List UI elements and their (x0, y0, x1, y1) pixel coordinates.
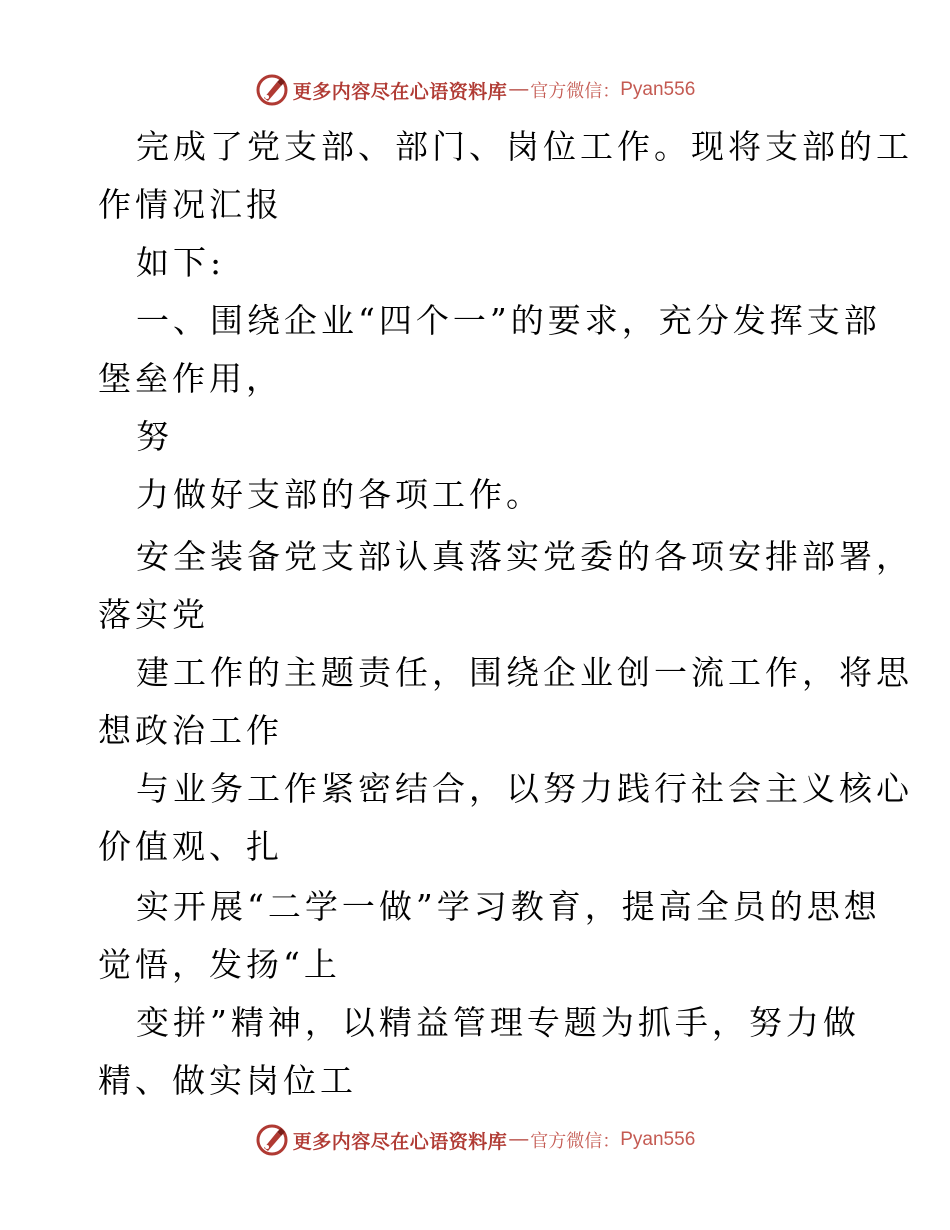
text-line: 与业务工作紧密结合，以努力践行社会主义核心 (136, 769, 913, 808)
text-line: 力做好支部的各项工作。 (136, 475, 543, 514)
text-line: 努 (136, 417, 173, 456)
text-line: 变拼”精神，以精益管理专题为抓手，努力做 (136, 1003, 860, 1042)
watermark-sub-text: 官方微信： (530, 1131, 621, 1152)
watermark-main-text: 更多内容尽在心语资料库 (292, 1130, 508, 1153)
text-line: 一、围绕企业“四个一”的要求，充分发挥支部 (136, 301, 881, 340)
text-line: 精、做实岗位工 (98, 1061, 357, 1100)
watermark-id: Pyan556 (620, 1129, 696, 1150)
header-watermark (0, 70, 950, 110)
watermark-main-text: 更多内容尽在心语资料库 (292, 80, 508, 103)
text-line: 安全装备党支部认真落实党委的各项安排部署， (136, 537, 913, 576)
text-line: 觉悟，发扬“上 (98, 945, 341, 984)
watermark-dash: — (509, 1129, 529, 1150)
text-line: 完成了党支部、部门、岗位工作。现将支部的工 (136, 127, 913, 166)
text-line: 如下: (136, 243, 226, 282)
text-line: 价值观、扎 (98, 827, 283, 866)
footer-watermark (0, 1120, 950, 1160)
pen-logo-icon (255, 1123, 289, 1157)
text-line: 堡垒作用， (98, 359, 283, 398)
watermark-sub-text: 官方微信： (530, 81, 621, 102)
watermark-dash: — (509, 79, 529, 100)
text-line: 建工作的主题责任，围绕企业创一流工作，将思 (136, 653, 913, 692)
watermark-id: Pyan556 (620, 79, 696, 100)
text-line: 作情况汇报 (98, 185, 283, 224)
text-line: 落实党 (98, 595, 209, 634)
text-line: 想政治工作 (98, 711, 283, 750)
pen-logo-icon (255, 73, 289, 107)
text-line: 实开展“二学一做”学习教育，提高全员的思想 (136, 887, 881, 926)
